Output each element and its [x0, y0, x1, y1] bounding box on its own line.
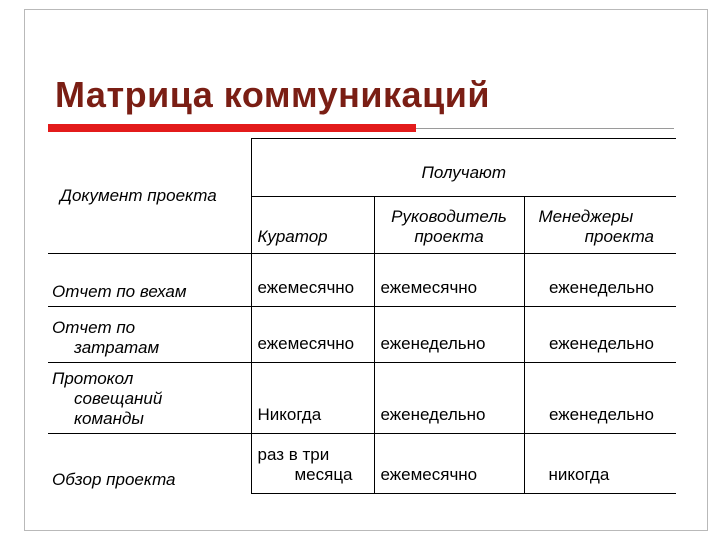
cell-project-lead [374, 434, 524, 494]
document-name: Отчет по [52, 318, 136, 337]
role-label: Руководитель [391, 207, 507, 226]
role-header-project-managers [524, 197, 676, 254]
cell-project-lead [374, 363, 524, 434]
frequency-value: ежемесячно [257, 334, 355, 353]
frequency-value: Никогда [257, 405, 322, 424]
table-row [48, 307, 676, 363]
communication-matrix-table [48, 138, 676, 494]
frequency-value: ежемесячно [257, 278, 355, 297]
document-name: затратам [74, 338, 160, 357]
frequency-value: раз в три [257, 445, 330, 464]
slide-title: Матрица коммуникаций [55, 74, 490, 115]
document-name: команды [74, 409, 144, 428]
frequency-value: еженедельно [380, 334, 486, 353]
role-label: Менеджеры [538, 207, 634, 226]
cell-curator [251, 307, 374, 363]
cell-project-lead [374, 307, 524, 363]
frequency-value: еженедельно [549, 405, 655, 424]
title-accent-bar [48, 124, 416, 132]
frequency-value: еженедельно [549, 334, 655, 353]
cell-project-managers [524, 307, 676, 363]
role-header-project-lead [374, 197, 524, 254]
document-header: Документ проекта [48, 139, 251, 254]
role-label: проекта [584, 227, 655, 246]
frequency-value: ежемесячно [380, 465, 478, 484]
title-rule [416, 128, 674, 129]
cell-curator [251, 434, 374, 494]
cell-curator [251, 254, 374, 307]
frequency-value: ежемесячно [380, 278, 478, 297]
frequency-value: еженедельно [549, 278, 655, 297]
frequency-value: месяца [294, 465, 353, 484]
row-document [48, 363, 251, 434]
frequency-value: еженедельно [380, 405, 486, 424]
document-name: совещаний [74, 389, 163, 408]
document-name: Отчет по вехам [52, 282, 187, 301]
cell-project-lead [374, 254, 524, 307]
table-row [48, 363, 676, 434]
table-row [48, 254, 676, 307]
cell-curator [251, 363, 374, 434]
row-document [48, 434, 251, 494]
header-row-top [48, 139, 676, 197]
receivers-header: Получают [251, 139, 676, 197]
role-header-curator [251, 197, 374, 254]
row-document [48, 307, 251, 363]
cell-project-managers [524, 434, 676, 494]
role-label: Куратор [257, 227, 328, 246]
document-name: Обзор проекта [52, 469, 176, 489]
row-document [48, 254, 251, 307]
cell-project-managers [524, 363, 676, 434]
frequency-value: никогда [548, 465, 610, 484]
document-name: Протокол [52, 369, 134, 388]
table-row [48, 434, 676, 494]
cell-project-managers [524, 254, 676, 307]
role-label: проекта [414, 227, 484, 246]
